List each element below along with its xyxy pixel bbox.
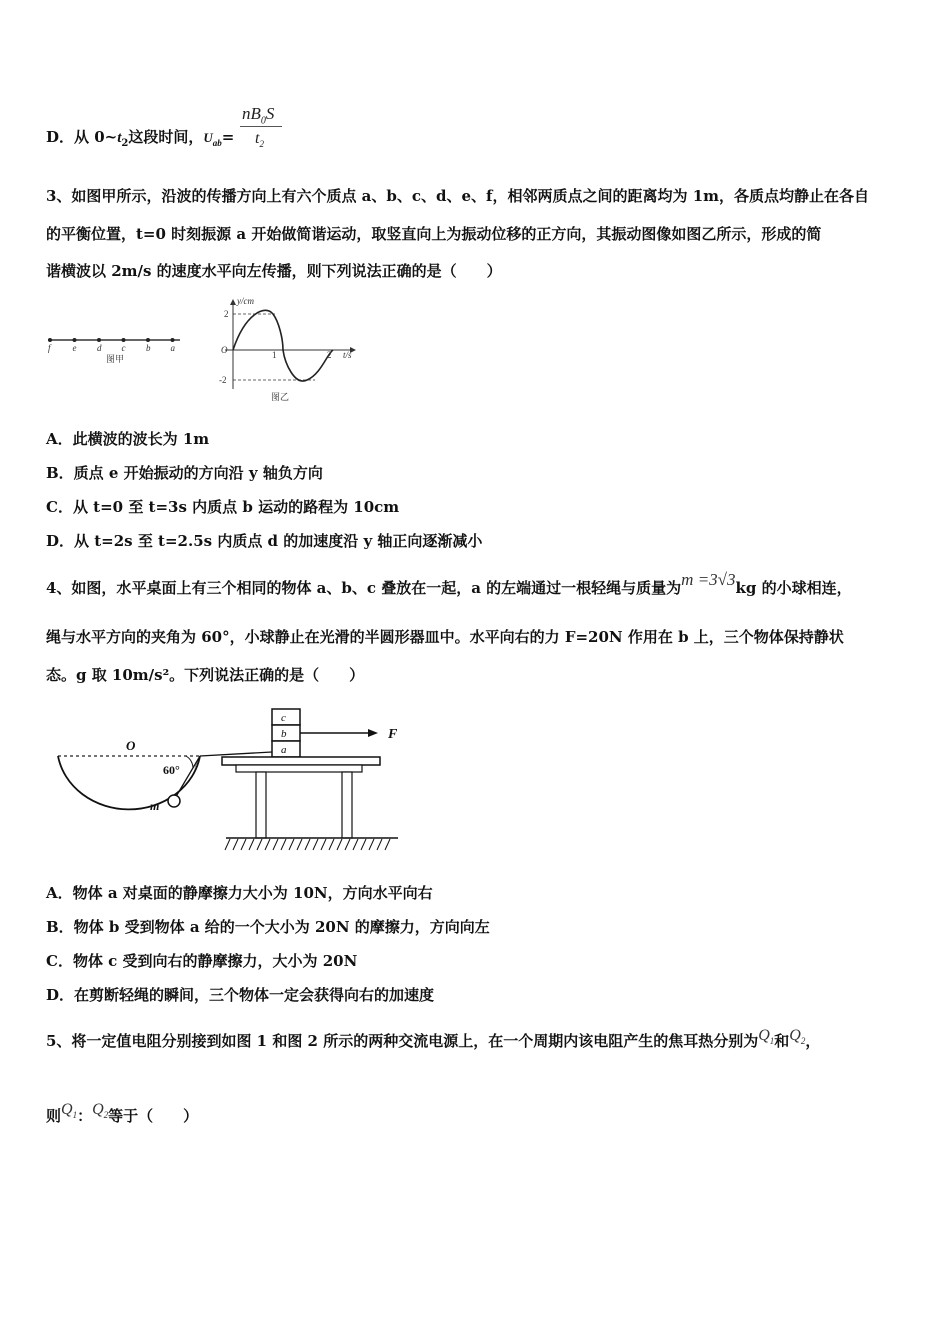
q5-stem-line1: 5、将一定值电阻分别接到如图 1 和图 2 所示的两种交流电源上，在一个周期内该电阻产生的焦耳热分别为$Q_1$和$Q_2$， <box>46 1027 821 1050</box>
particle-c <box>122 338 126 342</box>
particle-e <box>73 338 77 342</box>
q3-option-c: C．从 t=0 至 t=3s 内质点 b 运动的路程为 10cm <box>46 498 400 516</box>
q4-option-a: A．物体 a 对桌面的静摩擦力大小为 10N，方向水平向右 <box>46 884 433 902</box>
x-tick-1: 1 <box>272 350 277 360</box>
particle-b <box>146 338 150 342</box>
svg-text:b: b <box>281 728 287 740</box>
label-angle: 60° <box>163 763 180 777</box>
q3-stem-line2: 的平衡位置，t=0 时刻振源 a 开始做简谐运动，取竖直向上为振动位移的正方向，其振动图像如图乙所示，形成的简 <box>46 225 822 243</box>
particle-label-a: a <box>170 343 175 353</box>
particle-f <box>48 338 52 342</box>
sine-curve <box>233 310 333 381</box>
fraction-bar <box>240 126 282 127</box>
rope <box>200 752 272 756</box>
q5-stem-line2: 则$Q_1$：$Q_2$等于（ ） <box>46 1101 199 1125</box>
svg-text:c: c <box>281 712 286 724</box>
figure-jia-caption: 图甲 <box>106 355 125 365</box>
q3-stem-line3: 谐横波以 2m/s 的速度水平向左传播，则下列说法正确的是（ ） <box>46 262 502 280</box>
q4-stem-line1: 4、如图，水平桌面上有三个相同的物体 a、b、c 叠放在一起，a 的左端通过一根轻绳与质量为m =3√3kg 的小球相连， <box>46 570 852 597</box>
q4-stem-line3: 态。g 取 10m/s²。下列说法正确的是（ ） <box>46 666 365 684</box>
table-top <box>222 757 380 765</box>
origin-label: O <box>221 345 228 355</box>
svg-text:a: a <box>281 744 287 756</box>
q4-option-b: B．物体 b 受到物体 a 给的一个大小为 20N 的摩擦力，方向向左 <box>46 918 490 936</box>
x-tick-2: 2 <box>327 350 332 360</box>
q4-stem-line2: 绳与水平方向的夹角为 60°，小球静止在光滑的半圆形器皿中。水平向右的力 F=20N 作用在 b 上，三个物体保持静状 <box>46 628 844 646</box>
y-axis-label: y/cm <box>237 296 254 306</box>
label-F: F <box>388 727 398 742</box>
ball <box>168 795 180 807</box>
particle-a <box>171 338 175 342</box>
particle-label-d: d <box>97 343 102 353</box>
y-tick-negative: -2 <box>219 375 227 385</box>
Q1-symbol: $Q_1$ <box>758 1027 775 1047</box>
fraction-numerator: $nB_0S$ <box>242 104 275 127</box>
particle-label-e: e <box>72 343 77 353</box>
particle-label-b: b <box>146 343 151 353</box>
label-O: O <box>126 738 136 753</box>
particle-d <box>97 338 101 342</box>
particle-label-f: f <box>48 343 51 353</box>
q3-stem-line1: 3、如图甲所示，沿波的传播方向上有六个质点 a、b、c、d、e、f，相邻两质点之间的距离均为 1m，各质点均静止在各自 <box>46 187 870 205</box>
particle-label-c: c <box>121 343 126 353</box>
label-m: m <box>150 799 160 813</box>
q3-option-a: A．此横波的波长为 1m <box>46 430 210 448</box>
q3-option-d: D．从 t=2s 至 t=2.5s 内质点 d 的加速度沿 y 轴正向逐渐减小 <box>46 532 483 550</box>
fraction-denominator: $t_2$ <box>255 130 264 150</box>
q3-option-b: B．质点 e 开始振动的方向沿 y 轴负方向 <box>46 464 323 482</box>
q2-option-d: D．从 $0\sim t_2$这段时间，$U_{ab}=$ <box>46 128 235 149</box>
figure-yi-caption: 图乙 <box>271 393 290 403</box>
figure-yi-vibration-graph <box>215 294 365 406</box>
figure-jia-particles <box>44 330 194 370</box>
figure-bowl-blocks <box>50 700 410 860</box>
q4-option-c: C．物体 c 受到向右的静摩擦力，大小为 20N <box>46 952 358 970</box>
Q2-symbol: $Q_2$ <box>789 1027 806 1047</box>
y-tick-positive: 2 <box>224 309 229 319</box>
mass-formula: m =3√3 <box>681 570 736 589</box>
q4-option-d: D．在剪断轻绳的瞬间，三个物体一定会获得向右的加速度 <box>46 986 435 1004</box>
x-axis-label: t/s <box>343 350 352 360</box>
block-c <box>272 709 300 725</box>
